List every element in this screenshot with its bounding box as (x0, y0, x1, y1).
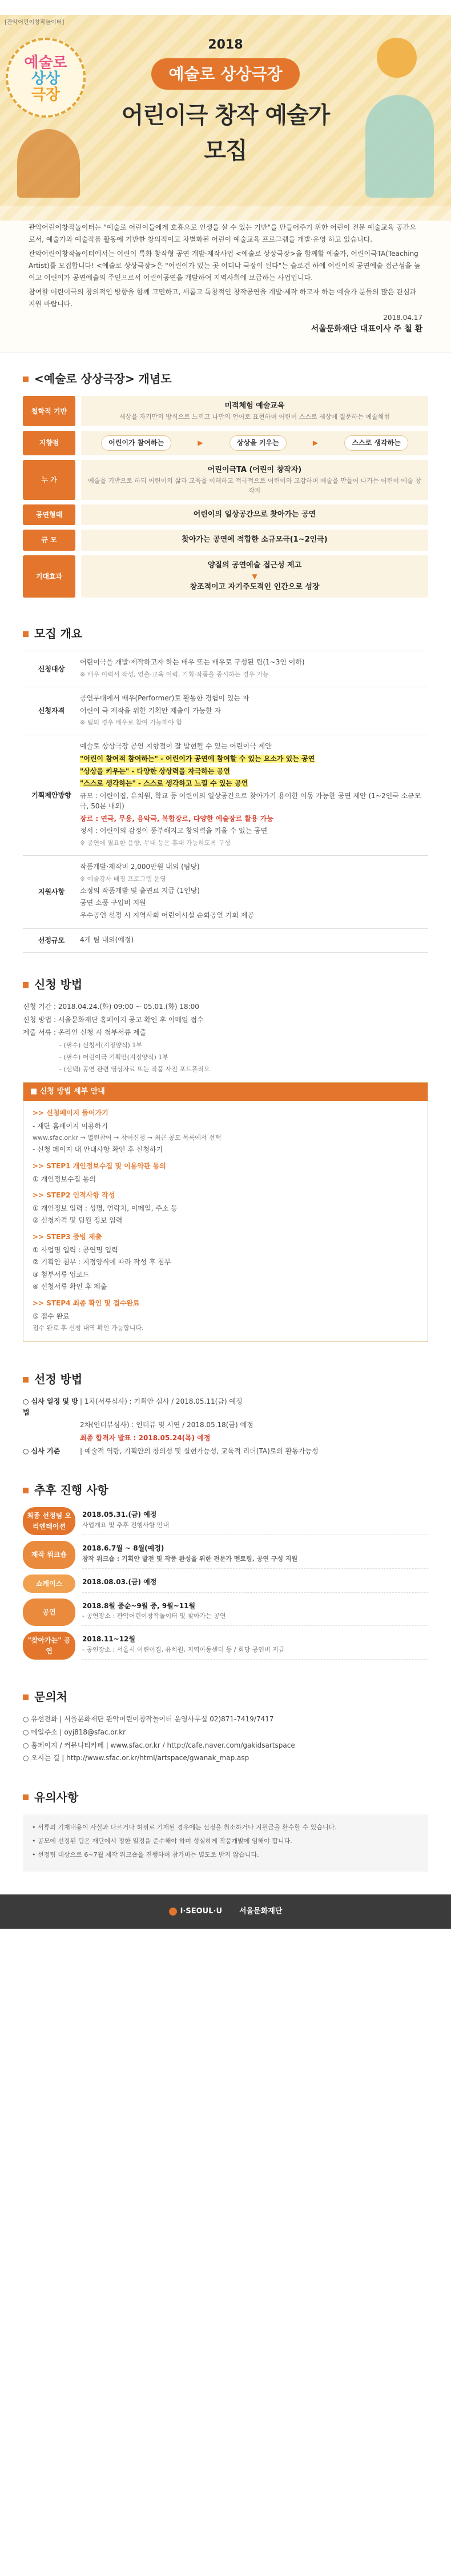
selection-value: 2차(인터뷰심사) : 인터뷰 및 시연 / 2018.05.18(금) 예정 (80, 1421, 253, 1429)
hero-illustration-sun (377, 38, 417, 78)
concept-main: 어린이의 일상공간으로 찾아가는 공연 (193, 510, 316, 519)
timeline-body (82, 1632, 428, 1660)
logo-line-3: 극장 (31, 86, 61, 103)
timeline-title: 추후 진행 사항 (34, 1483, 108, 1497)
selection-value: 최종 합격자 발표 : 2018.05.24(목) 예정 (80, 1433, 211, 1442)
hero-tag: [관악어린이창작놀이터] (5, 19, 65, 26)
apply-sub-item: - (필수) 신청서(지정양식) 1부 (59, 1041, 142, 1049)
concept-row (23, 504, 428, 525)
timeline-sub: 사업개요 및 추후 진행사항 안내 (82, 1521, 170, 1529)
square-bullet-icon (23, 376, 29, 382)
intro-paragraph: 관악어린이창작놀이터에서는 어린이 특화 창작형 공연 개발·제작사업 <예술로 상상극장>을 함께할 예술가, 어린이극TA(Teaching Artist)를 모집합니다! <예술로 상상극장>은 "어린이가 있는 곳 어디나 극장이 된다"는 슬로건 하에 어린이의 공연예술 접근성을 높이고 어린이가 공연예술의 주인으로서 어린이공연을 개발하여 지역사회에 보급하는 사업입니다. (29, 250, 421, 282)
timeline-row (23, 1541, 428, 1569)
overview-item: 4개 팀 내외(예정) (80, 935, 134, 944)
apply-title: 신청 방법 (34, 977, 83, 992)
selection-row (23, 1433, 428, 1444)
guide-line: - 재단 홈페이지 이용하기 (33, 1121, 108, 1130)
concept-main: 창조적이고 자기주도적인 인간으로 성장 (190, 583, 320, 592)
concept-main: 양질의 공연예술 접근성 제고 (207, 560, 302, 570)
overview-row (23, 928, 428, 954)
footer-org-1: I·SEOUL·U (180, 1906, 223, 1916)
timeline-body (82, 1575, 428, 1593)
guide-step-title: >> STEP1 개인정보수집 및 이용약관 동의 (33, 1162, 166, 1171)
selection-row (23, 1396, 428, 1417)
timeline-main: 2018.6.7월 ~ 8월(예정) (82, 1544, 164, 1553)
section-title (23, 370, 428, 388)
intro-signer: 서울문화재단 대표이사 주 철 환 (311, 324, 422, 334)
timeline-body (82, 1599, 428, 1626)
overview-item: 규모 : 어린이집, 유치원, 학교 등 어린이의 일상공간으로 찾아가기 용이한 이동 가능한 공연 제안 (1~2인극 소규모극, 50분 내외) (80, 791, 421, 811)
concept-main: 어린이극TA (어린이 창작자) (207, 466, 302, 475)
concept-main: 미적체험 예술교육 (224, 402, 285, 411)
timeline-body (82, 1507, 428, 1535)
timeline-sub: - 공연장소 : 관악어린이창작놀이터 및 찾아가는 공연 (82, 1612, 226, 1620)
guide-line: ② 신청자격 및 팀원 정보 입력 (33, 1216, 123, 1225)
sfac-logo (239, 1906, 282, 1917)
overview-title: 모집 개요 (34, 627, 83, 641)
overview-note: ※ 공연에 필요한 음향, 무대 등은 휴대 가능하도록 구성 (80, 839, 231, 847)
selection-key: ○ 심사 일정 및 방법 (23, 1397, 78, 1416)
overview-body (80, 862, 428, 922)
guide-line: - 신청 페이지 내 안내사항 확인 후 신청하기 (33, 1145, 163, 1154)
hero-heading (108, 35, 343, 169)
timeline-main: 2018.05.31.(금) 예정 (82, 1511, 157, 1519)
flow-pill: 스스로 생각하는 (344, 435, 408, 451)
overview-label: 신청대상 (38, 664, 65, 673)
overview-row (23, 735, 428, 855)
overview-item: 공연무대에서 배우(Performer)로 활동한 경험이 있는 자 (80, 694, 249, 703)
section-title (23, 625, 428, 643)
concept-label: 지향점 (23, 431, 75, 455)
concept-label: 기대효과 (23, 555, 75, 598)
square-bullet-icon (23, 1794, 29, 1800)
highlight-item: "스스로 생각하는" - 스스로 생각하고 느낄 수 있는 공연 (80, 779, 248, 788)
apply-section (0, 959, 451, 1353)
footer-org-2: 서울문화재단 (239, 1906, 283, 1916)
intro-section (0, 206, 451, 353)
highlight-item: "상상을 키우는" - 다양한 상상력을 자극하는 공연 (80, 767, 230, 775)
timeline-label: 공연 (23, 1599, 75, 1626)
timeline-label: 최종 선정팀 오리엔테이션 (23, 1507, 75, 1535)
contact-list (23, 1714, 428, 1763)
section-title (23, 976, 428, 993)
hero-year: 2018 (208, 38, 243, 52)
hero-title: 어린이극 창작 예술가 모집 (121, 102, 330, 165)
overview-note: ※ 배우 이력서 작성, 연출·교육 이력, 기획·작품을 중시하는 경우 가능 (80, 671, 269, 679)
concept-body (81, 460, 428, 500)
seoul-dot-icon (169, 1908, 177, 1916)
overview-row (23, 687, 428, 735)
notice-item: • 공모에 선정된 팀은 재단에서 정한 일정을 준수해야 하며 성실하게 작품개발에 임해야 합니다. (32, 1837, 292, 1845)
overview-note: ※ 팀의 경우 배우로 참여 가능해야 함 (80, 719, 182, 727)
guide-line: ③ 첨부서류 업로드 (33, 1270, 90, 1279)
overview-body (80, 693, 428, 729)
square-bullet-icon (23, 1694, 29, 1700)
square-bullet-icon (23, 1377, 29, 1383)
square-bullet-icon (23, 1488, 29, 1493)
concept-flow (81, 431, 428, 455)
flow-pill: 상상을 키우는 (229, 435, 287, 451)
notice-item: • 선정팀 대상으로 6~7월 제작 워크숍을 진행하며 참가비는 별도로 받지 않습니다. (32, 1850, 259, 1858)
overview-label: 기획제안방향 (31, 791, 71, 799)
guide-line: 접수 완료 후 신청 내역 확인 가능합니다. (33, 1324, 144, 1332)
timeline-row (23, 1632, 428, 1660)
overview-label: 선정규모 (38, 936, 65, 945)
section-title (23, 1789, 428, 1806)
timeline-main: 2018.8월 중순~9월 중, 9월~11월 (82, 1601, 196, 1610)
timeline-sub: - 공연장소 : 서울시 어린이집, 유치원, 지역아동센터 등 / 회당 공연비 지급 (82, 1645, 285, 1653)
timeline-sub: 창작 워크숍 : 기획안 발전 및 작품 완성을 위한 전문가 멘토링, 공연 구성 지원 (82, 1555, 298, 1563)
apply-sub-item: - (필수) 어린이극 기획안(지정양식) 1부 (59, 1053, 168, 1061)
overview-item: 공연 소품 구입비 지원 (80, 899, 146, 907)
square-bullet-icon (23, 982, 29, 988)
guide-step-title: >> 신청페이지 들어가기 (33, 1109, 108, 1117)
concept-body (81, 504, 428, 525)
section-title (23, 1371, 428, 1388)
selection-row (23, 1420, 428, 1431)
concept-label: 공연형태 (23, 504, 75, 525)
overview-item: 소정의 작품개발 및 출연료 지급 (1인당) (80, 886, 200, 895)
notice-title: 유의사항 (34, 1790, 79, 1804)
contact-map-link[interactable]: ○ 오시는 길 | http://www.sfac.or.kr/html/artspace/gwanak_map.asp (23, 1754, 249, 1762)
hero-banner (0, 0, 451, 206)
concept-body (81, 530, 428, 550)
overview-item: 어린이극을 개발·제작하고자 하는 배우 또는 배우로 구성된 팀(1~3인 이하) (80, 658, 305, 667)
section-title (23, 1481, 428, 1499)
guide-line: ⑤ 접수 완료 (33, 1312, 70, 1320)
square-bullet-icon (23, 631, 29, 637)
concept-row (23, 460, 428, 500)
selection-title: 선정 방법 (34, 1372, 83, 1387)
apply-sub-item: - (선택) 공연 관련 영상자료 또는 작품 사진 포트폴리오 (59, 1065, 210, 1073)
guide-line: ① 개인정보 입력 : 성명, 연락처, 이메일, 주소 등 (33, 1204, 178, 1212)
hero-illustration-right (365, 95, 434, 198)
overview-body (80, 657, 428, 681)
hero-illustration-left (17, 129, 80, 198)
concept-row (23, 530, 428, 550)
concept-row (23, 431, 428, 455)
concept-section (0, 353, 451, 608)
intro-paragraph: 관악어린이창작놀이터는 "예술로 어린이들에게 호흡으로 인생을 살 수 있는 기반"을 만들어주기 위한 어린이 전문 예술교육 공간으로서, 예술가와 예술작품 활동에 기반한 창의적이고 차별화된 어린이 예술교육 프로그램을 개발·운영 하고 있습니다. (29, 223, 416, 243)
contact-title: 문의처 (34, 1690, 67, 1704)
hero-badge: 예술로 상상극장 (151, 58, 299, 90)
footer (0, 1894, 451, 1929)
apply-item: 신청 방법 : 서울문화재단 홈페이지 공고 확인 후 이메일 접수 (23, 1015, 204, 1024)
overview-item: 작품개발·제작비 2,000만원 내외 (팀당) (80, 863, 200, 871)
apply-item: 제출 서류 : 온라인 신청 시 첨부서류 제출 (23, 1028, 147, 1037)
overview-item: 어린이 극 제작을 위한 기획안 제출이 가능한 자 (80, 706, 221, 715)
guide-body (23, 1101, 428, 1341)
highlight-item: "어린이 참여적 참여하는" - 어린이가 공연에 참여할 수 있는 요소가 있는 공연 (80, 754, 315, 763)
guide-line: ④ 신청서류 확인 후 제출 (33, 1283, 107, 1291)
intro-date: 2018.04.17 (383, 314, 422, 322)
logo-line-2: 상상 (31, 70, 61, 87)
concept-body (81, 555, 428, 598)
section-title (23, 1688, 428, 1706)
concept-label: 누 가 (23, 460, 75, 500)
guide-step-title: >> STEP4 최종 확인 및 접수완료 (33, 1299, 140, 1307)
selection-value: | 예술적 역량, 기획안의 창의성 및 실현가능성, 교육적 리더(TA)로의 활동가능성 (80, 1447, 319, 1455)
timeline-section (0, 1464, 451, 1671)
notice-section (0, 1772, 451, 1877)
guide-step-title: >> STEP2 인적사항 작성 (33, 1191, 115, 1200)
notice-item: • 서류의 기재내용이 사실과 다르거나 허위로 기재된 경우에는 선정을 취소하거나 지원금을 환수할 수 있습니다. (32, 1823, 337, 1831)
logo (11, 55, 80, 103)
guide-line: ② 기획안 첨부 : 지정양식에 따라 작성 후 첨부 (33, 1258, 171, 1267)
overview-section (0, 608, 451, 959)
contact-homepage[interactable]: ○ 홈페이지 / 커뮤니티카페 | www.sfac.or.kr / http://cafe.naver.com/gakidsartspace (23, 1741, 295, 1749)
concept-sub: 예술을 기반으로 하되 어린이의 삶과 교육을 이해하고 적극적으로 어린이와 교감하며 예술을 만들어 나가는 어린이 예술 창작자 (88, 477, 421, 495)
timeline-body (82, 1541, 428, 1569)
overview-body (80, 935, 428, 947)
intro-paragraph: 참여할 어린이극의 창의적인 방향을 함께 고민하고, 새롭고 독창적인 창작공연을 개발·제작 하고자 하는 예술가 분들의 많은 관심과 지원 바랍니다. (29, 288, 417, 308)
timeline-row (23, 1599, 428, 1626)
overview-row (23, 855, 428, 928)
timeline-row (23, 1507, 428, 1535)
timeline-label: 쇼케이스 (23, 1575, 75, 1593)
apply-guide (23, 1082, 428, 1342)
guide-line: ① 사업명 입력 : 공연명 입력 (33, 1245, 118, 1254)
selection-key (23, 1433, 80, 1444)
selection-section (0, 1353, 451, 1464)
concept-label: 규 모 (23, 530, 75, 550)
arrow-down-icon: ▼ (252, 572, 257, 580)
concept-main: 찾아가는 공연에 적합한 소규모극(1~2인극) (182, 535, 328, 544)
highlight-red-item: 장르 : 연극, 무용, 음악극, 복합장르, 다양한 예술장르 활용 가능 (80, 814, 273, 823)
concept-row (23, 396, 428, 426)
concept-label: 철학적 기반 (23, 396, 75, 426)
apply-item: 신청 기간 : 2018.04.24.(화) 09:00 ~ 05.01.(화) 18:00 (23, 1003, 199, 1011)
flow-pill: 어린이가 참여하는 (101, 435, 171, 451)
timeline-label: "찾아가는" 공연 (23, 1632, 75, 1660)
timeline-main: 2018.11~12월 (82, 1635, 136, 1644)
contact-section (0, 1671, 451, 1771)
selection-key: ○ 심사 기준 (23, 1447, 61, 1455)
seoul-logo (169, 1906, 222, 1917)
selection-row (23, 1446, 428, 1457)
concept-sub: 세상을 자기만의 방식으로 느끼고 나만의 언어로 표현하며 어린이 스스로 세상에 질문하는 예술체험 (119, 413, 390, 421)
selection-value: | 1차(서류심사) : 기획안 심사 / 2018.05.11(금) 예정 (80, 1397, 243, 1406)
overview-item: 예술로 상상극장 공연 지향점이 잘 발현될 수 있는 어린이극 제안 (80, 742, 272, 751)
overview-body (80, 741, 428, 850)
overview-label: 지원사항 (38, 888, 65, 896)
contact-email[interactable]: ○ 메일주소 | oyj818@sfac.or.kr (23, 1728, 126, 1737)
concept-body (81, 396, 428, 426)
hero-logo-area (0, 26, 97, 198)
timeline-main: 2018.08.03.(금) 예정 (82, 1578, 157, 1586)
overview-label: 신청자격 (38, 707, 65, 715)
overview-item: 우수공연 선정 시 지역사회 어린이시설 순회공연 기회 제공 (80, 911, 254, 919)
timeline-row (23, 1575, 428, 1593)
notice-box (23, 1814, 428, 1872)
arrow-right-icon: ▶ (198, 439, 203, 447)
logo-line-1: 예술로 (24, 54, 67, 71)
timeline-label: 제작 워크숍 (23, 1541, 75, 1569)
concept-title: <예술로 상상극장> 개념도 (34, 372, 172, 386)
overview-item: 정서 : 어린이의 감정이 풍부해지고 창의력을 키울 수 있는 공연 (80, 827, 268, 835)
concept-row (23, 555, 428, 598)
guide-step-title: >> STEP3 증빙 제출 (33, 1233, 102, 1241)
selection-key (23, 1420, 80, 1431)
guide-line: www.sfac.or.kr → 열린참여 → 참여신청 → 최근 공모 목록에서 선택 (33, 1134, 222, 1142)
overview-note: ※ 예술강사 배정 프로그램 운영 (80, 875, 166, 883)
guide-header: ■ 신청 방법 세부 안내 (23, 1083, 428, 1101)
guide-line: ① 개인정보수집 동의 (33, 1175, 96, 1183)
arrow-right-icon: ▶ (312, 439, 319, 447)
contact-phone: ○ 유선전화 | 서울문화재단 관악어린이창작놀이터 운영사무실 02)871-7419/7417 (23, 1715, 274, 1724)
apply-list (23, 1001, 428, 1074)
overview-row (23, 651, 428, 687)
